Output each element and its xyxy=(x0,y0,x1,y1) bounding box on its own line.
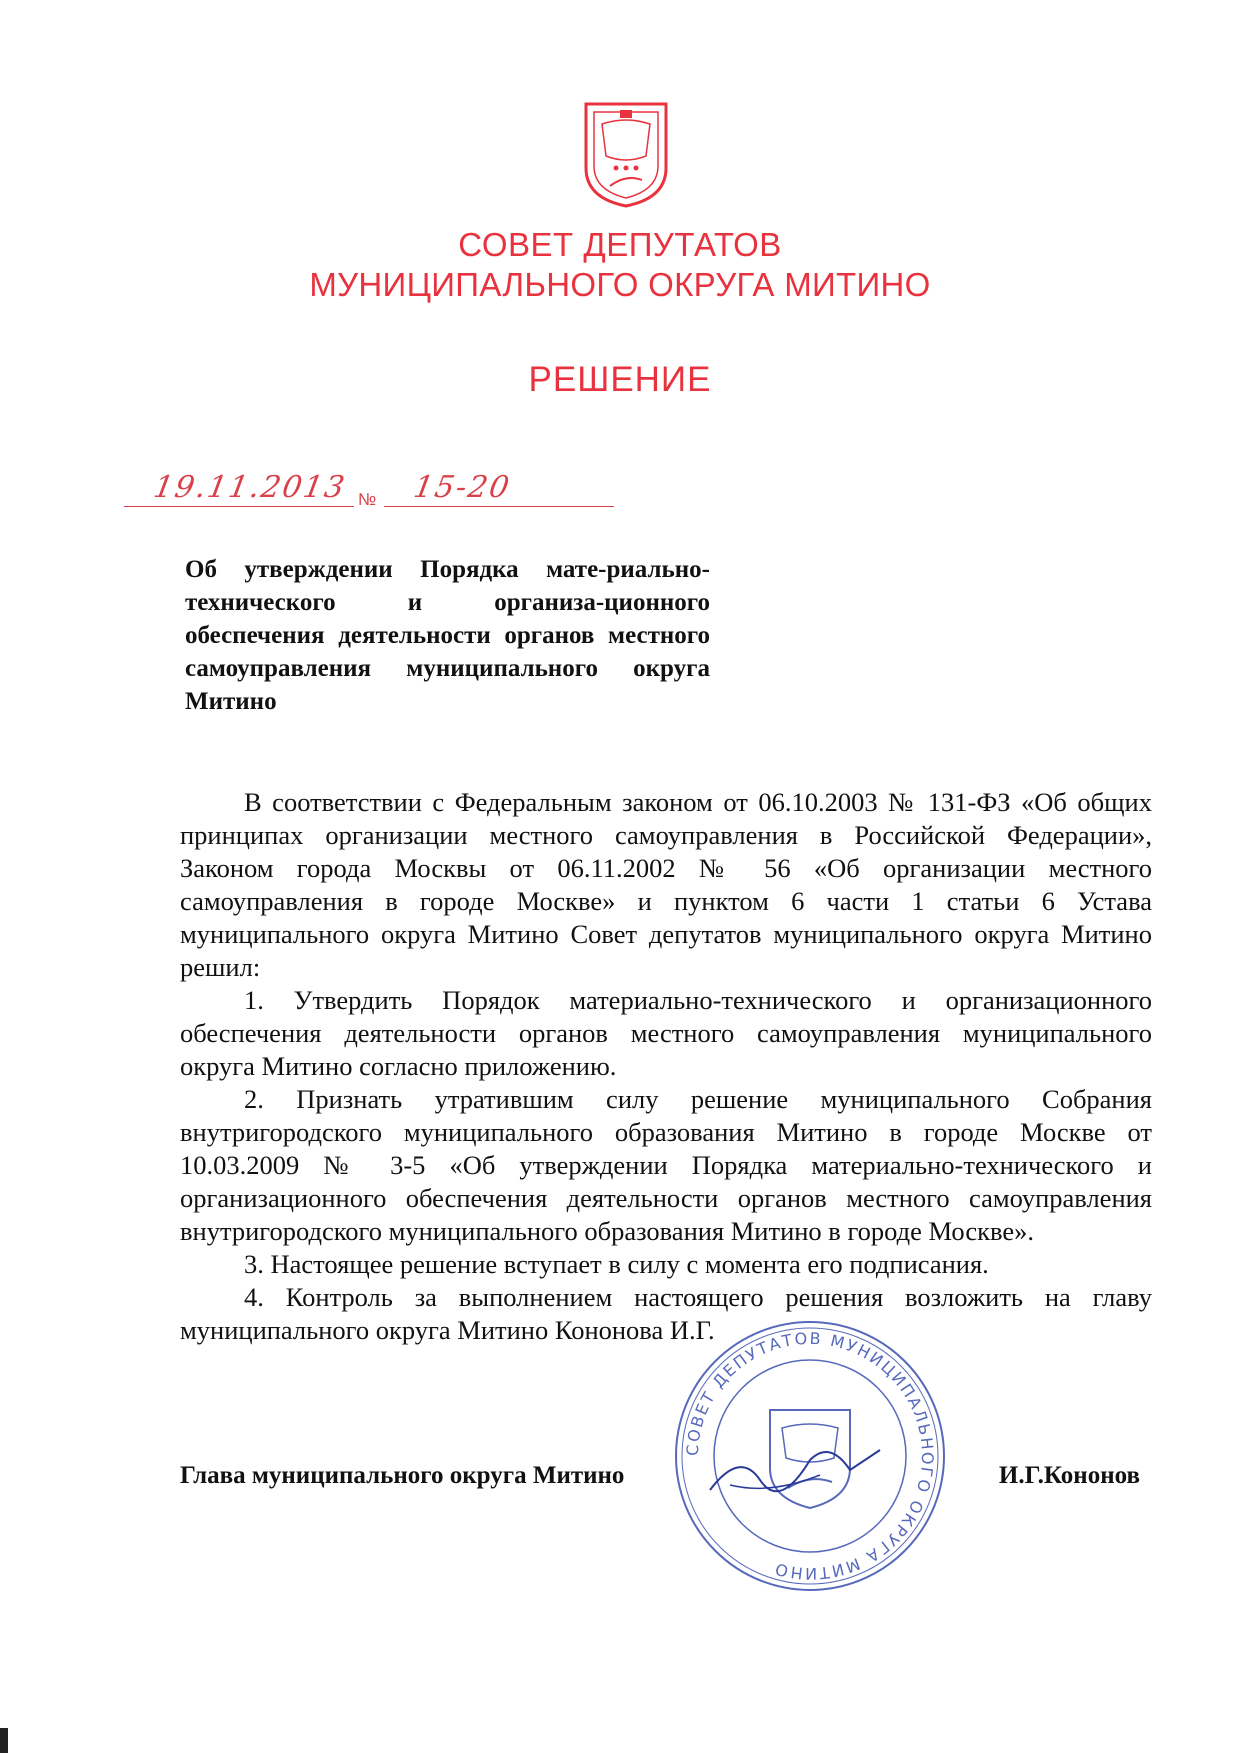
item-3-paragraph: 3. Настоящее решение вступает в силу с момента его подписания. xyxy=(244,1249,989,1279)
preamble-paragraph: В соответствии с Федеральным законом от 06.10.2003 № 131-ФЗ «Об общих принципах организации местного самоуправления в Российской Федерации», Законом города Москвы от 06.11.2002 № 56 «Об организации местного самоуправления в городе Москве» и пунктом 6 части 1 статьи 6 Устава муниципального округа Митино Совет депутатов муниципального округа Митино решил: xyxy=(180,787,1152,982)
handwritten-signature-icon xyxy=(700,1430,890,1510)
date-underline xyxy=(124,506,354,507)
scan-edge-mark xyxy=(0,1728,8,1753)
registration-line xyxy=(124,470,624,510)
document-body xyxy=(180,786,1152,1347)
org-name-line1: СОВЕТ ДЕПУТАТОВ xyxy=(458,226,782,263)
signatory-title: Глава муниципального округа Митино xyxy=(180,1462,625,1489)
number-underline xyxy=(384,506,614,507)
handwritten-number: 15-20 xyxy=(410,470,514,505)
item-2-paragraph: 2. Признать утратившим силу решение муниципального Собрания внутригородского муниципального образования Митино в городе Москве от 10.03.2009 № 3-5 «Об утверждении Порядка материально-технического и организационного обеспечения деятельности органов местного самоуправления внутригородского муниципального образования Митино в городе Москве». xyxy=(180,1084,1152,1246)
document-type: РЕШЕНИЕ xyxy=(528,360,712,399)
item-4-paragraph: 4. Контроль за выполнением настоящего решения возложить на главу муниципального округа Митино Кононова И.Г. xyxy=(180,1282,1152,1345)
handwritten-date: 19.11.2013 xyxy=(150,470,349,505)
document-title: Об утверждении Порядка мате-риально-технического и организа-ционного обеспечения деятельности органов местного самоуправления муниципального округа Митино xyxy=(185,556,710,715)
item-1-paragraph: 1. Утвердить Порядок материально-технического и организационного обеспечения деятельности органов местного самоуправления муниципального округа Митино согласно приложению. xyxy=(180,985,1152,1081)
signatory-name: И.Г.Кононов xyxy=(998,1462,1140,1489)
district-emblem-icon xyxy=(580,98,672,210)
number-sign: № xyxy=(358,490,377,509)
org-name-line2: МУНИЦИПАЛЬНОГО ОКРУГА МИТИНО xyxy=(309,266,931,303)
seal-text: СОВЕТ ДЕПУТАТОВ МУНИЦИПАЛЬНОГО ОКРУГА МИТИНО xyxy=(682,1328,938,1584)
